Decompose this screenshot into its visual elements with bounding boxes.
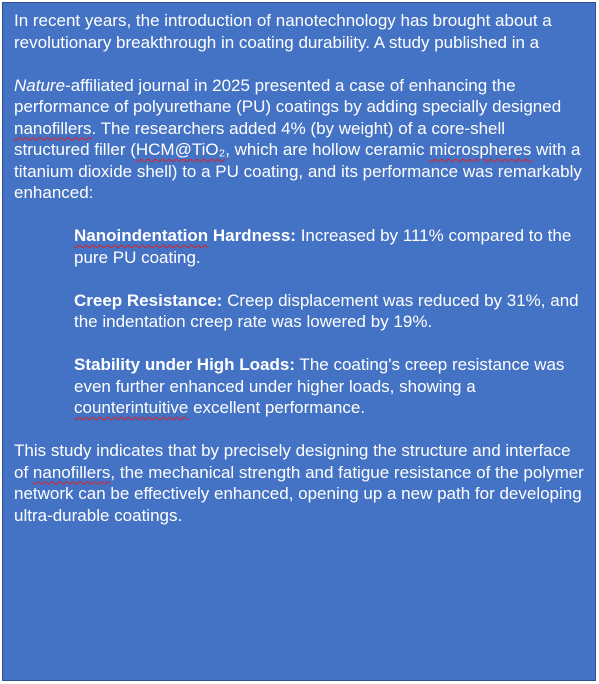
conclusion-text-part1: This study indicates that by precisely designing the structure and interface of	[14, 441, 571, 482]
intro-paragraph: In recent years, the introduction of nanotechnology has brought about a revolutionary breakthrough in coating durability. A study published in a	[14, 11, 552, 52]
spellcheck-word-nanofillers: nanofillers	[32, 462, 111, 482]
journal-name: Nature	[14, 75, 66, 95]
finding-creep-resistance	[74, 290, 585, 333]
finding-high-load-stability	[74, 354, 585, 419]
finding-title	[74, 226, 296, 245]
study-text-part3: , which are hollow ceramic	[225, 140, 430, 159]
study-text-part4: with a titanium dioxide shell) to a PU coating, and its performance was remarkably enhanced:	[14, 140, 582, 202]
finding-text: Increased by 111% compared to the pure PU coating.	[74, 226, 572, 267]
finding-text-end: excellent performance.	[188, 398, 366, 417]
spellcheck-word-nanofillers: nanofillers	[14, 118, 92, 138]
finding-title-rest: Hardness:	[208, 226, 296, 245]
conclusion-paragraph	[14, 440, 585, 526]
spellcheck-word-counterintuitive: counterintuitive	[74, 398, 189, 417]
study-paragraph	[14, 75, 585, 204]
findings-list	[74, 225, 585, 419]
study-text-part2: . The researchers added 4% (by weight) of a core-shell structured filler (	[14, 118, 506, 159]
spellcheck-word-microspheres: microspheres	[429, 140, 532, 159]
spellcheck-word-nanoindentation: Nanoindentation	[74, 226, 209, 245]
study-text-part1: -affiliated journal in 2025 presented a case of enhancing the performance of polyurethane (PU) coatings by adding specially designed	[14, 75, 562, 116]
finding-hardness	[74, 225, 585, 268]
finding-text: Creep displacement was reduced by 31%, and the indentation creep rate was lowered by 19%.	[74, 290, 579, 331]
finding-title: Stability under High Loads:	[74, 355, 296, 374]
conclusion-text-part2: , the mechanical strength and fatigue resistance of the polymer network can be effectively enhanced, opening up a new path for developing ultra-durable coatings.	[14, 462, 584, 525]
finding-title: Creep Resistance:	[74, 290, 223, 310]
spellcheck-word-filler-name: HCM@TiO₂	[135, 140, 226, 159]
text-box	[2, 2, 596, 681]
finding-text: The coating's creep resistance was even further enhanced under higher loads, showing a	[74, 355, 565, 396]
